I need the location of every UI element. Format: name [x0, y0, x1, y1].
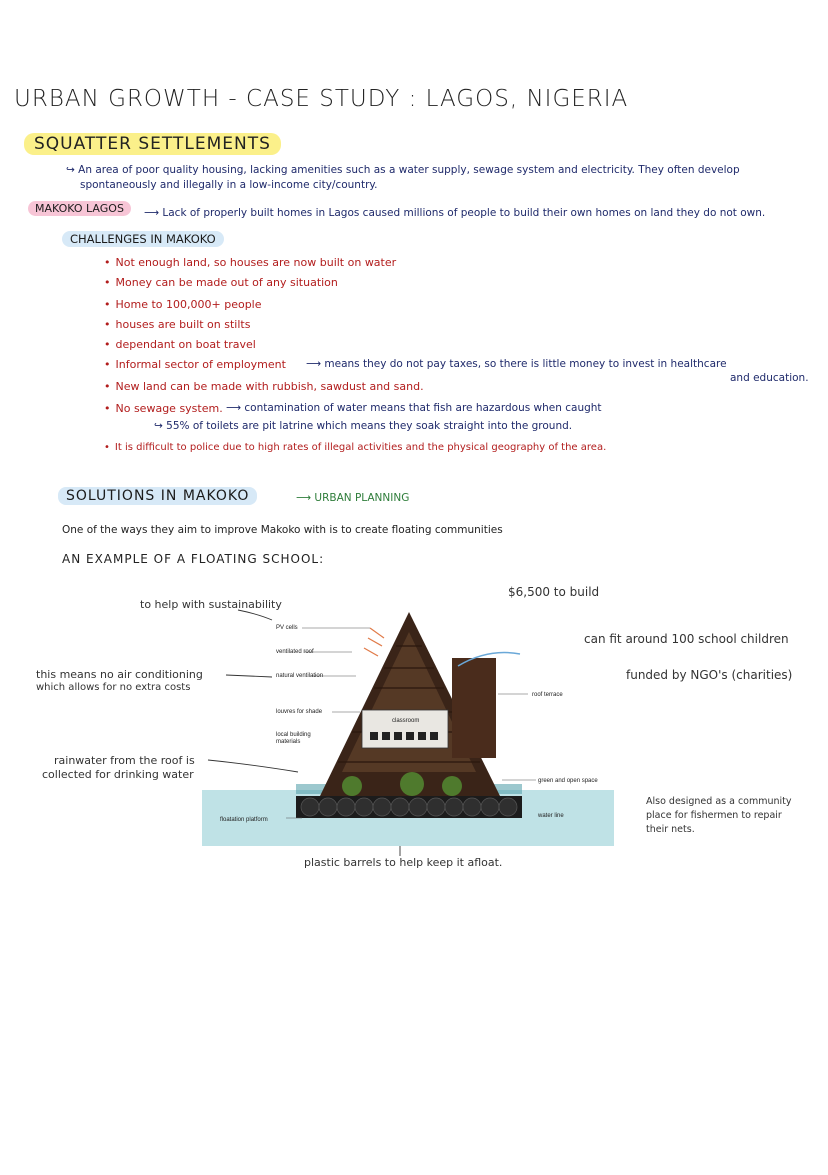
- label-materials-2: materials: [276, 739, 301, 745]
- label-water-line: water line: [538, 813, 564, 819]
- solutions-line: One of the ways they aim to improve Makoko with is to create floating communities: [62, 524, 503, 536]
- aircon-note-2: which allows for no extra costs: [36, 682, 191, 693]
- community-note-2: place for fishermen to repair: [646, 810, 782, 821]
- page-title: URBAN GROWTH - CASE STUDY : LAGOS, NIGERIA: [14, 86, 629, 112]
- arrow-icon: ↪: [66, 164, 79, 176]
- arrow-icon: ⟶: [226, 402, 245, 414]
- label-classroom: classroom: [392, 718, 420, 724]
- label-louvres: louvres for shade: [276, 709, 323, 715]
- list-item: • Money can be made out of any situation: [104, 276, 338, 289]
- definition-line-1: ↪ An area of poor quality housing, lacking amenities such as a water supply, sewage system and electricity. They often develop: [66, 164, 740, 176]
- arrow-icon: ↪: [154, 420, 167, 432]
- children-note: can fit around 100 school children: [584, 632, 789, 646]
- label-pv-cells: PV cells: [276, 625, 298, 631]
- label-materials-1: local building: [276, 732, 311, 738]
- list-item: • No sewage system.: [104, 402, 223, 415]
- arrow-icon: ⟶: [296, 492, 315, 504]
- list-item: • Home to 100,000+ people: [104, 298, 262, 311]
- rain-note-1: rainwater from the roof is: [54, 754, 195, 767]
- makoko-text: ⟶ Lack of properly built homes in Lagos caused millions of people to build their own homes on land they do not own.: [144, 207, 766, 219]
- list-item: • It is difficult to police due to high rates of illegal activities and the physical geography of the area.: [104, 442, 606, 453]
- classroom-box: [362, 710, 448, 748]
- roof-terrace-tower: [452, 658, 496, 758]
- urban-planning-label: ⟶ URBAN PLANNING: [296, 492, 410, 504]
- arrow-icon: ⟶: [144, 207, 163, 219]
- funding-note: funded by NGO's (charities): [626, 668, 793, 682]
- community-note-1: Also designed as a community: [646, 796, 792, 807]
- cost-note: $6,500 to build: [508, 585, 600, 599]
- sewage-note: ⟶ contamination of water means that fish are hazardous when caught: [226, 402, 602, 414]
- list-item: • New land can be made with rubbish, sawdust and sand.: [104, 380, 424, 393]
- challenges-heading: CHALLENGES IN MAKOKO: [62, 232, 224, 246]
- barrels-note: plastic barrels to help keep it afloat.: [304, 856, 503, 869]
- list-item: • Not enough land, so houses are now built on water: [104, 256, 396, 269]
- list-item: • houses are built on stilts: [104, 318, 250, 331]
- list-item: • dependant on boat travel: [104, 338, 256, 351]
- sewage-note-2: ↪ 55% of toilets are pit latrine which means they soak straight into the ground.: [154, 420, 573, 432]
- example-heading: AN EXAMPLE OF A FLOATING SCHOOL:: [62, 552, 325, 566]
- definition-line-2: spontaneously and illegally in a low-income city/country.: [80, 179, 378, 191]
- makoko-label: MAKOKO LAGOS: [28, 202, 131, 215]
- aircon-note-1: this means no air conditioning: [36, 668, 203, 681]
- sun-rays: [364, 628, 384, 656]
- list-item: • Informal sector of employment: [104, 358, 286, 371]
- solutions-heading: SOLUTIONS IN MAKOKO: [58, 488, 257, 504]
- informal-note-2: and education.: [730, 372, 809, 384]
- rain-note-2: collected for drinking water: [42, 768, 194, 781]
- sustainability-note: to help with sustainability: [140, 598, 282, 611]
- label-roof-terrace: roof terrace: [532, 692, 563, 698]
- floating-school-diagram: [202, 612, 614, 846]
- label-natural-ventilation: natural ventilation: [276, 673, 324, 679]
- community-note-3: their nets.: [646, 824, 695, 835]
- arrow-icon: ⟶: [306, 358, 325, 370]
- label-ventilated-roof: ventilated roof: [276, 649, 314, 655]
- label-platform: floatation platform: [220, 817, 268, 823]
- squatter-heading: SQUATTER SETTLEMENTS: [24, 134, 281, 154]
- label-green-space: green and open space: [538, 778, 598, 784]
- informal-note: ⟶ means they do not pay taxes, so there is little money to invest in healthcare: [306, 358, 727, 370]
